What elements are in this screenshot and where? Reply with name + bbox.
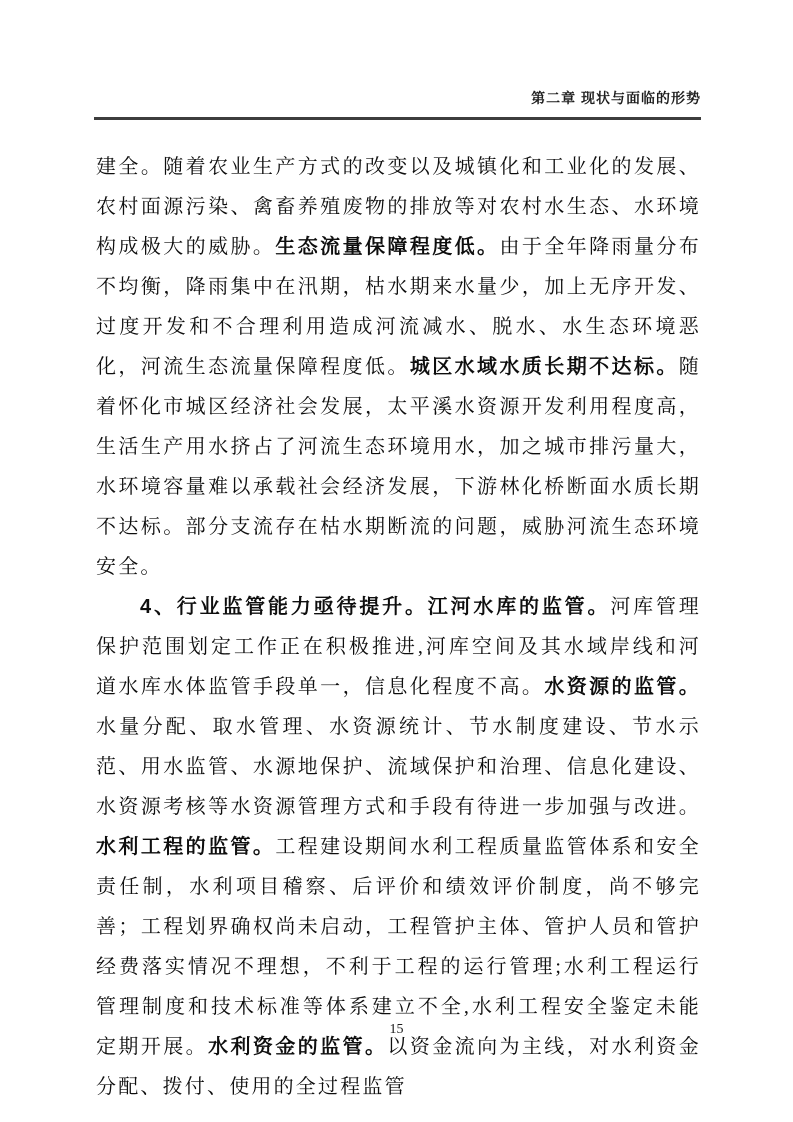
- text-run: 建全。随着农业生产方式的改变以及城镇化和工业化的发展、农村面源污染、禽畜养殖废物的排放等对农村水生态、水环境构成极大的威胁。: [96, 156, 701, 258]
- bold-run: 水利资金的监管。: [208, 1036, 388, 1058]
- paragraph: [96, 147, 701, 587]
- bold-run: 城区水域水质长期不达标。: [409, 356, 679, 378]
- page-header: [94, 88, 701, 120]
- body-text: [96, 147, 701, 1107]
- text-run: 以资金流向为主线，对水利资金分配、拨付、使用的全过程监管: [96, 1036, 701, 1098]
- page-number: 15: [389, 1022, 404, 1037]
- bold-run: 4、行业监管能力亟待提升。江河水库的监管。: [140, 596, 611, 618]
- chapter-header: 第二章 现状与面临的形势: [531, 90, 701, 106]
- text-run: 由于全年降雨量分布不均衡，降雨集中在汛期，枯水期来水量少，加上无序开发、过度开发和不合理利用造成河流减水、脱水、水生态环境恶化，河流生态流量保障程度低。: [96, 236, 702, 378]
- bold-run: 生态流量保障程度低。: [275, 236, 500, 258]
- text-run: 工程建设期间水利工程质量监管体系和安全责任制，水利项目稽察、后评价和绩效评价制度，尚不够完善；工程划界确权尚未启动，工程管护主体、管护人员和管护经费落实情况不理想，不利于工程的运行管理;水利工程运行管理制度和技术标准等体系建立不全,水利工程安全鉴定未能定期开展。: [96, 836, 701, 1058]
- text-run: 水量分配、取水管理、水资源统计、节水制度建设、节水示范、用水监管、水源地保护、流域保护和治理、信息化建设、水资源考核等水资源管理方式和手段有待进一步加强与改进。: [96, 716, 701, 818]
- header-rule: [94, 117, 701, 120]
- text-run: 随着怀化市城区经济社会发展，太平溪水资源开发利用程度高，生活生产用水挤占了河流生态环境用水，加之城市排污量大，水环境容量难以承载社会经济发展，下游林化桥断面水质长期不达标。部分支流存在枯水期断流的问题，威胁河流生态环境安全。: [96, 356, 701, 578]
- text-run: 河库管理保护范围划定工作正在积极推进,河库空间及其水域岸线和河道水库水体监管手段单一，信息化程度不高。: [96, 596, 701, 698]
- bold-run: 水利工程的监管。: [96, 836, 276, 858]
- bold-run: 水资源的监管。: [544, 676, 702, 698]
